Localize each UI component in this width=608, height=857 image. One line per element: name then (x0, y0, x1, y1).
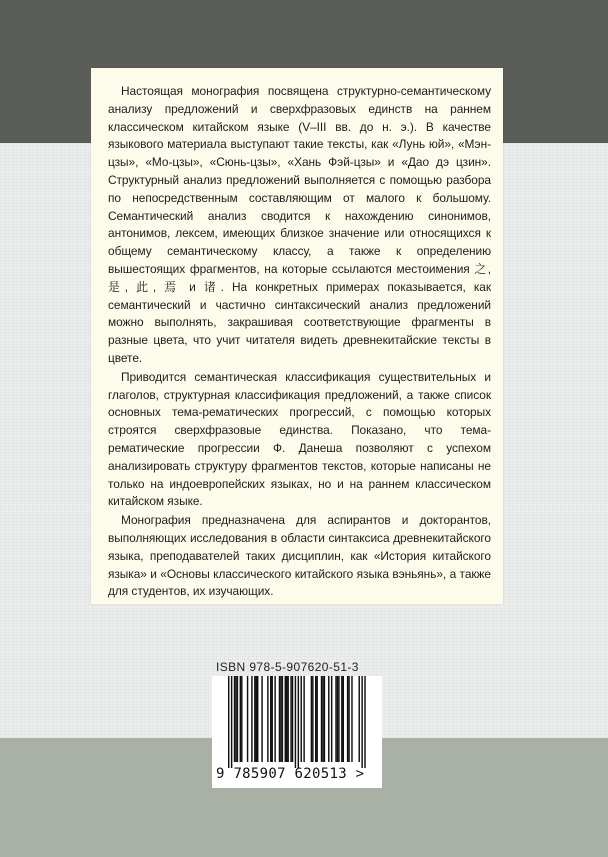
annotation-paragraph-2: Приводится семантическая классификация существительных и глаголов, структурная классификация предложений, а также список основных тема-рематических прогрессий, с помощью которых строятся сверхфразовые единства. Показано, что тема-рематические прогрессии Ф. Данеша позволяют с успехом анализировать структуру фрагментов текстов, которые написаны не только на индоевропейских языках, но и на раннем классическом китайском языке. (108, 369, 491, 509)
barcode-bar (287, 676, 288, 762)
barcode-bar (359, 676, 360, 762)
barcode-bar (274, 676, 275, 762)
barcode-bar (341, 676, 342, 762)
barcode-bar (298, 676, 299, 768)
barcode-bar (290, 676, 291, 762)
barcode-bar (295, 676, 296, 768)
barcode-bar (361, 676, 362, 768)
barcode-bar (234, 676, 235, 762)
annotation-text-box (91, 68, 503, 604)
barcode-bar (254, 676, 255, 762)
barcode-bar (241, 676, 242, 762)
isbn-barcode (212, 676, 382, 788)
barcode-bar (272, 676, 273, 762)
barcode-bar (247, 676, 248, 762)
barcode-bar (338, 676, 339, 762)
barcode-bar (364, 676, 365, 768)
barcode-bar (315, 676, 316, 762)
barcode-bar (235, 676, 236, 762)
barcode-bar (351, 676, 352, 762)
barcode-bar (280, 676, 281, 762)
barcode-bar (282, 676, 283, 762)
barcode-bar (303, 676, 304, 762)
barcode-bar (228, 676, 229, 768)
barcode-bar (311, 676, 312, 762)
barcode-bar (231, 676, 232, 768)
barcode-bar (279, 676, 280, 762)
barcode-bar (237, 676, 238, 762)
barcode-bar (337, 676, 338, 762)
barcode-bar (347, 676, 348, 762)
barcode-bar (292, 676, 293, 762)
barcode-bar (286, 676, 287, 762)
isbn-label: ISBN 978-5-907620-51-3 (216, 660, 359, 674)
barcode-bar (251, 676, 252, 762)
annotation-paragraph-1: Настоящая монография посвящена структурно-семантическому анализу предложений и сверхфразовых единств на раннем классическом китайском языке (V–III вв. до н. э.). В качестве языкового материала выступают такие тексты, как «Лунь юй», «Мэн-цзы», «Мо-цзы», «Сюнь-цзы», «Хань Фэй-цзы» и «Дао дэ цзин». Структурный анализ предложений выполняется с помощью разбора по непосредственным составляющим от малого к большому. Семантический анализ сводится к нахождению синонимов, антонимов, лексем, имеющих близкое значение или относящихся к общему семантическому классу, а также к определению вышестоящих фрагментов, на которые ссылаются местоимения 之, 是, 此, 焉 и 诸. На конкретных примерах показывается, как семантический и частично синтаксический анализ предложений можно выполнять, закрашивая соответствующие фрагменты в разные цвета, что учит читателя видеть древнекитайские тексты в цвете. (108, 84, 491, 365)
barcode-digits: 9 785907 620513 > (216, 766, 365, 782)
barcode-bar (316, 676, 317, 762)
barcode-bar (240, 676, 241, 762)
barcode-bar (343, 676, 344, 762)
annotation-paragraph-3: Монография предназначена для аспирантов и докторантов, выполняющих исследования в области синтаксиса древнекитайского языка, преподавателей таких дисциплин, как «История китайского языка» и «Основы классического китайского языка вэньянь», а также для студентов, их изучающих. (108, 513, 491, 599)
barcode-bar (267, 676, 268, 762)
barcode-bar (261, 676, 262, 762)
barcode-bar (321, 676, 322, 762)
barcode-bar (348, 676, 349, 762)
barcode-bars (212, 676, 382, 768)
barcode-bar (257, 676, 258, 762)
barcode-bar (328, 676, 329, 762)
barcode-bar (331, 676, 332, 762)
barcode-bar (335, 676, 336, 762)
barcode-bar (301, 676, 302, 762)
barcode-bar (256, 676, 257, 762)
barcode-bar (270, 676, 271, 762)
barcode-bar (322, 676, 323, 762)
barcode-bar (285, 676, 286, 762)
barcode-bar (324, 676, 325, 762)
barcode-bar (312, 676, 313, 762)
